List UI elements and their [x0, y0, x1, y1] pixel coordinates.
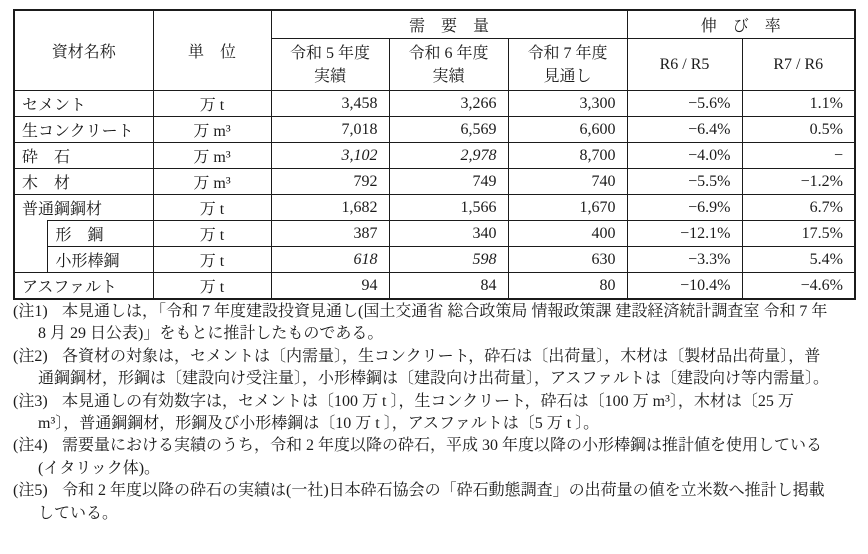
table-row-asphalt — [14, 273, 855, 300]
header-unit: 単 位 — [153, 10, 271, 91]
note-text: 本見通しは，「令和 7 年度建設投資見通し(国土交通省 総合政策局 情報政策課 建設経済統計調査室 令和 7 年 8 月 29 日公表)」をもとに推計したものである。 — [38, 303, 828, 343]
growth-r7r6-cell: − — [742, 143, 855, 169]
table-row-lumber — [14, 169, 855, 195]
note-label: (注4) — [13, 437, 48, 455]
header-line: 実績 — [313, 67, 346, 85]
note-item-5 — [0, 480, 832, 525]
header-line: 令和 5 年度 — [289, 44, 370, 62]
material-label-cell-indented: 小形棒鋼 — [47, 247, 153, 273]
growth-r6r5-cell: −12.1% — [627, 221, 742, 247]
demand-r6-cell: 1,566 — [389, 195, 508, 221]
table-row-ready-mixed-concrete — [14, 117, 855, 143]
demand-r6-cell: 6,569 — [389, 117, 508, 143]
demand-r5-cell: 94 — [271, 273, 389, 300]
note-label: (注5) — [13, 482, 48, 500]
demand-r7-cell: 1,670 — [508, 195, 627, 221]
demand-r7-cell: 740 — [508, 169, 627, 195]
demand-r6-cell: 84 — [389, 273, 508, 300]
unit-cell: 万 m³ — [153, 143, 271, 169]
header-line: 令和 6 年度 — [408, 44, 489, 62]
unit-cell: 万 m³ — [153, 117, 271, 143]
growth-r6r5-cell: −5.6% — [627, 91, 742, 117]
note-text: 需要量における実績のうち，令和 2 年度以降の砕石，平成 30 年度以降の小形棒鋼は推計値を使用している (イタリック体)。 — [38, 437, 823, 477]
table-row-cement — [14, 91, 855, 117]
demand-r6-cell-estimated: 2,978 — [389, 143, 508, 169]
note-item-3 — [0, 391, 832, 436]
table-row-shaped-steel — [14, 221, 855, 247]
note-item-4 — [0, 435, 832, 480]
demand-r7-cell: 3,300 — [508, 91, 627, 117]
demand-r7-cell: 80 — [508, 273, 627, 300]
material-label-cell: セメント — [14, 91, 153, 117]
growth-r7r6-cell: 17.5% — [742, 221, 855, 247]
note-text: 本見通しの有効数字は，セメントは〔100 万 t 〕，生コンクリート，砕石は〔100 万 m³〕，木材は〔25 万 m³〕，普通鋼鋼材，形鋼及び小形棒鋼は〔10 万 t 〕，アスファルトは〔5 万 t 〕。 — [38, 392, 794, 433]
growth-r6r5-cell: −4.0% — [627, 143, 742, 169]
growth-r7r6-cell: 5.4% — [742, 247, 855, 273]
header-col-r7-forecast — [508, 39, 627, 91]
demand-r5-cell-estimated: 3,102 — [271, 143, 389, 169]
note-text: 令和 2 年度以降の砕石の実績は(一社)日本砕石協会の「砕石動態調査」の出荷量の値を立米数へ推計し掲載している。 — [38, 482, 825, 522]
growth-r6r5-cell: −10.4% — [627, 273, 742, 300]
growth-r7r6-cell: 6.7% — [742, 195, 855, 221]
demand-r5-cell: 3,458 — [271, 91, 389, 117]
note-item-2 — [0, 346, 832, 391]
demand-r6-cell-estimated: 598 — [389, 247, 508, 273]
header-row-1 — [14, 10, 855, 39]
demand-r5-cell: 1,682 — [271, 195, 389, 221]
growth-r6r5-cell: −6.9% — [627, 195, 742, 221]
growth-r6r5-cell: −3.3% — [627, 247, 742, 273]
note-item-1 — [0, 301, 832, 346]
header-material: 資材名称 — [14, 10, 153, 91]
header-growth-group: 伸 び 率 — [627, 10, 855, 39]
demand-r7-cell: 400 — [508, 221, 627, 247]
header-demand-group: 需 要 量 — [271, 10, 627, 39]
header-line: 見通し — [543, 67, 592, 85]
header-line: 令和 7 年度 — [527, 44, 608, 62]
material-label-cell: 木 材 — [14, 169, 153, 195]
header-col-r6r5: R6 / R5 — [627, 39, 742, 91]
material-label-cell: アスファルト — [14, 273, 153, 300]
note-label: (注3) — [13, 392, 48, 410]
material-label-cell: 砕 石 — [14, 143, 153, 169]
demand-r6-cell: 749 — [389, 169, 508, 195]
demand-forecast-table — [13, 9, 856, 300]
header-col-r5-actual — [271, 39, 389, 91]
demand-r7-cell: 630 — [508, 247, 627, 273]
material-label-cell: 生コンクリート — [14, 117, 153, 143]
table-row-small-bar-steel — [14, 247, 855, 273]
growth-r7r6-cell: −1.2% — [742, 169, 855, 195]
note-label: (注1) — [13, 303, 48, 320]
note-label: (注2) — [13, 347, 48, 365]
unit-cell: 万 t — [153, 221, 271, 247]
growth-r6r5-cell: −5.5% — [627, 169, 742, 195]
table-row-ordinary-steel — [14, 195, 855, 221]
material-label-cell: 普通鋼鋼材 — [14, 195, 153, 221]
note-text: 各資材の対象は，セメントは〔内需量〕，生コンクリート，砕石は〔出荷量〕，木材は〔製材品出荷量〕，普通鋼鋼材，形鋼は〔建設向け受注量〕，小形棒鋼は〔建設向け出荷量〕，アスファルトは〔建設向け等内需量〕。 — [38, 347, 830, 388]
growth-r7r6-cell: 0.5% — [742, 117, 855, 143]
header-line: 実績 — [432, 67, 465, 85]
unit-cell: 万 t — [153, 91, 271, 117]
notes-section — [0, 301, 832, 525]
demand-r5-cell: 792 — [271, 169, 389, 195]
unit-cell: 万 m³ — [153, 169, 271, 195]
demand-r7-cell: 6,600 — [508, 117, 627, 143]
growth-r6r5-cell: −6.4% — [627, 117, 742, 143]
growth-r7r6-cell: 1.1% — [742, 91, 855, 117]
material-label-cell-indented: 形 鋼 — [47, 221, 153, 247]
demand-r5-cell-estimated: 618 — [271, 247, 389, 273]
demand-r6-cell: 3,266 — [389, 91, 508, 117]
unit-cell: 万 t — [153, 247, 271, 273]
demand-r5-cell: 387 — [271, 221, 389, 247]
demand-r7-cell: 8,700 — [508, 143, 627, 169]
indent-spacer-cell — [14, 221, 47, 273]
table-row-crushed-stone — [14, 143, 855, 169]
growth-r7r6-cell: −4.6% — [742, 273, 855, 300]
unit-cell: 万 t — [153, 273, 271, 300]
header-col-r6-actual — [389, 39, 508, 91]
demand-r6-cell: 340 — [389, 221, 508, 247]
unit-cell: 万 t — [153, 195, 271, 221]
demand-r5-cell: 7,018 — [271, 117, 389, 143]
header-col-r7r6: R7 / R6 — [742, 39, 855, 91]
